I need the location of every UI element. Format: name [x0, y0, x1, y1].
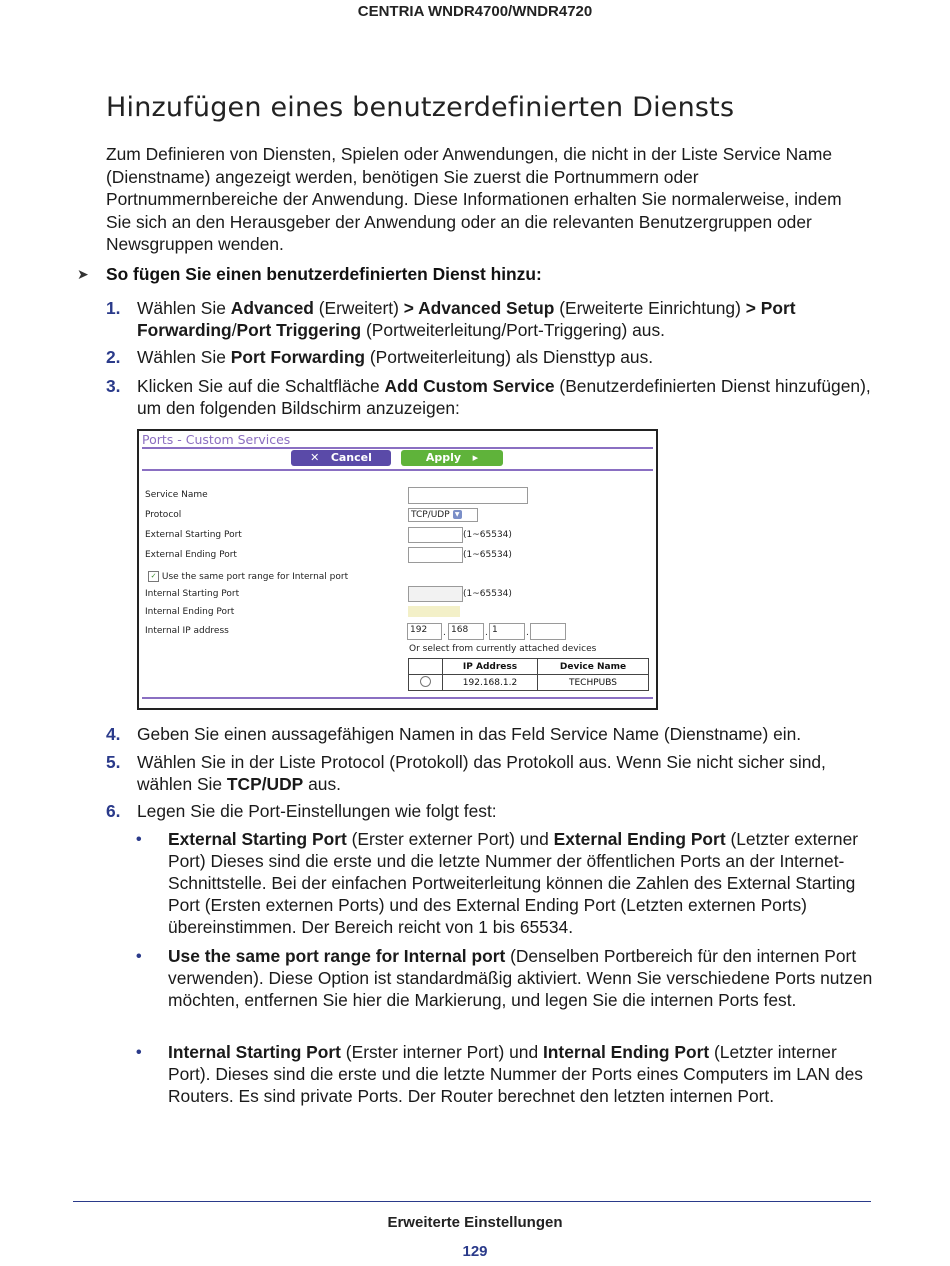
select-hint: Or select from currently attached devices: [409, 644, 597, 654]
footer-title: Erweiterte Einstellungen: [387, 1214, 563, 1231]
service-name-label: Service Name: [145, 490, 208, 500]
int-end-value: [408, 606, 460, 617]
arrow-right-icon: ▸: [472, 451, 479, 464]
bullet-icon: •: [136, 831, 142, 848]
chevron-down-icon: ▼: [453, 510, 462, 519]
step-number: 6.: [106, 801, 121, 821]
divider: [142, 469, 653, 471]
step-number: 3.: [106, 376, 121, 396]
table-header-row: [409, 659, 649, 675]
table-cell: TECHPUBS: [538, 675, 649, 691]
ip-octet-3[interactable]: 1: [489, 623, 525, 640]
step-text: Wählen Sie in der Liste Protocol (Protokoll) das Protokoll aus. Wenn Sie nicht sicher sind, wählen Sie TCP/UDP aus.: [137, 752, 826, 794]
bullet-text: Internal Starting Port (Erster interner Port) und Internal Ending Port (Letzter interner Port). Dieses sind die erste und die letzte Nummer der Ports eines Computers im LAN des Routers. Es sind private Ports. Der Router berechnet den letzten internen Port.: [168, 1042, 863, 1106]
page-number: 129: [462, 1243, 488, 1260]
task-arrow-icon: ➤: [77, 266, 89, 282]
ext-start-input[interactable]: [408, 527, 463, 543]
bullet-icon: •: [136, 948, 142, 965]
device-radio[interactable]: [420, 676, 431, 687]
table-header: Device Name: [538, 659, 649, 675]
step-number: 1.: [106, 298, 121, 318]
ext-start-label: External Starting Port: [145, 530, 242, 540]
protocol-select[interactable]: TCP/UDP ▼: [408, 508, 478, 522]
table-header: IP Address: [443, 659, 538, 675]
section-title: Hinzufügen eines benutzerdefinierten Diensts: [106, 92, 735, 123]
ip-dot: .: [526, 628, 529, 638]
ip-dot: .: [443, 628, 446, 638]
running-header: CENTRIA WNDR4700/WNDR4720: [357, 3, 593, 20]
divider: [142, 447, 653, 449]
ip-octet-1[interactable]: 192: [407, 623, 442, 640]
protocol-label: Protocol: [145, 510, 182, 520]
range-hint: (1~65534): [463, 550, 512, 560]
ext-end-label: External Ending Port: [145, 550, 237, 560]
close-icon: ✕: [310, 451, 320, 464]
step-text: Wählen Sie Advanced (Erweitert) > Advanced Setup (Erweiterte Einrichtung) > Port Forwarding/Port Triggering (Portweiterleitung/Port-Triggering) aus.: [137, 298, 796, 340]
table-cell: [409, 675, 443, 691]
step-number: 2.: [106, 347, 121, 367]
screenshot-title: Ports - Custom Services: [142, 432, 291, 447]
ip-octet-2[interactable]: 168: [448, 623, 484, 640]
table-header: [409, 659, 443, 675]
int-start-input[interactable]: [408, 586, 463, 602]
table-row: [409, 675, 649, 691]
divider: [142, 697, 653, 699]
ext-end-input[interactable]: [408, 547, 463, 563]
cancel-button[interactable]: ✕ Cancel: [291, 450, 391, 466]
step-text: Klicken Sie auf die Schaltfläche Add Custom Service (Benutzerdefinierten Dienst hinzufügen), um den folgenden Bildschirm anzuzeigen:: [137, 376, 871, 418]
bullet-text: Use the same port range for Internal port (Denselben Portbereich für den internen Port verwenden). Diese Option ist standardmäßig aktiviert. Wenn Sie verschiedene Ports nutzen möchten, entfernen Sie hier die Markierung, und legen Sie die internen Ports fest.: [168, 946, 873, 1010]
intro-paragraph: Zum Definieren von Diensten, Spielen oder Anwendungen, die nicht in der Liste Service Name (Dienstname) angezeigt werden, benötigen Sie zuerst die Portnummern oder Portnummernbereiche der Anwendung. Diese Informationen erhalten Sie normalerweise, indem Sie sich an den Herausgeber der Anwendung oder an die relevanten Benutzergruppen oder Newsgruppen wenden.: [106, 144, 842, 254]
same-range-row: ✓ Use the same port range for Internal port: [148, 571, 348, 582]
ip-dot: .: [485, 628, 488, 638]
same-range-checkbox[interactable]: ✓: [148, 571, 159, 582]
custom-services-screenshot: [137, 429, 658, 710]
footer-divider: [73, 1201, 871, 1202]
int-start-label: Internal Starting Port: [145, 589, 240, 599]
step-text: Legen Sie die Port-Einstellungen wie folgt fest:: [137, 801, 497, 821]
ip-label: Internal IP address: [145, 626, 229, 636]
task-heading: So fügen Sie einen benutzerdefinierten Dienst hinzu:: [106, 264, 542, 284]
step-text: Wählen Sie Port Forwarding (Portweiterleitung) als Diensttyp aus.: [137, 347, 654, 367]
apply-button[interactable]: Apply ▸: [401, 450, 503, 466]
device-table: [408, 658, 649, 691]
bullet-icon: •: [136, 1044, 142, 1061]
range-hint: (1~65534): [463, 589, 512, 599]
step-number: 5.: [106, 752, 121, 772]
step-number: 4.: [106, 724, 121, 744]
step-text: Geben Sie einen aussagefähigen Namen in das Feld Service Name (Dienstname) ein.: [137, 724, 802, 744]
table-cell: 192.168.1.2: [443, 675, 538, 691]
ip-octet-4[interactable]: [530, 623, 566, 640]
range-hint: (1~65534): [463, 530, 512, 540]
bullet-text: External Starting Port (Erster externer Port) und External Ending Port (Letzter externer Port) Dieses sind die erste und die letzte Nummer der öffentlichen Ports an der Internet-Schnittstelle. Bei der einfachen Portweiterleitung können die Zahlen des External Starting Port (Ersten externen Ports) und des External Ending Port (Letzten externen Ports) übereinstimmen. Der Bereich reicht von 1 bis 65534.: [168, 829, 859, 937]
service-name-input[interactable]: [408, 487, 528, 504]
int-end-label: Internal Ending Port: [145, 607, 235, 617]
